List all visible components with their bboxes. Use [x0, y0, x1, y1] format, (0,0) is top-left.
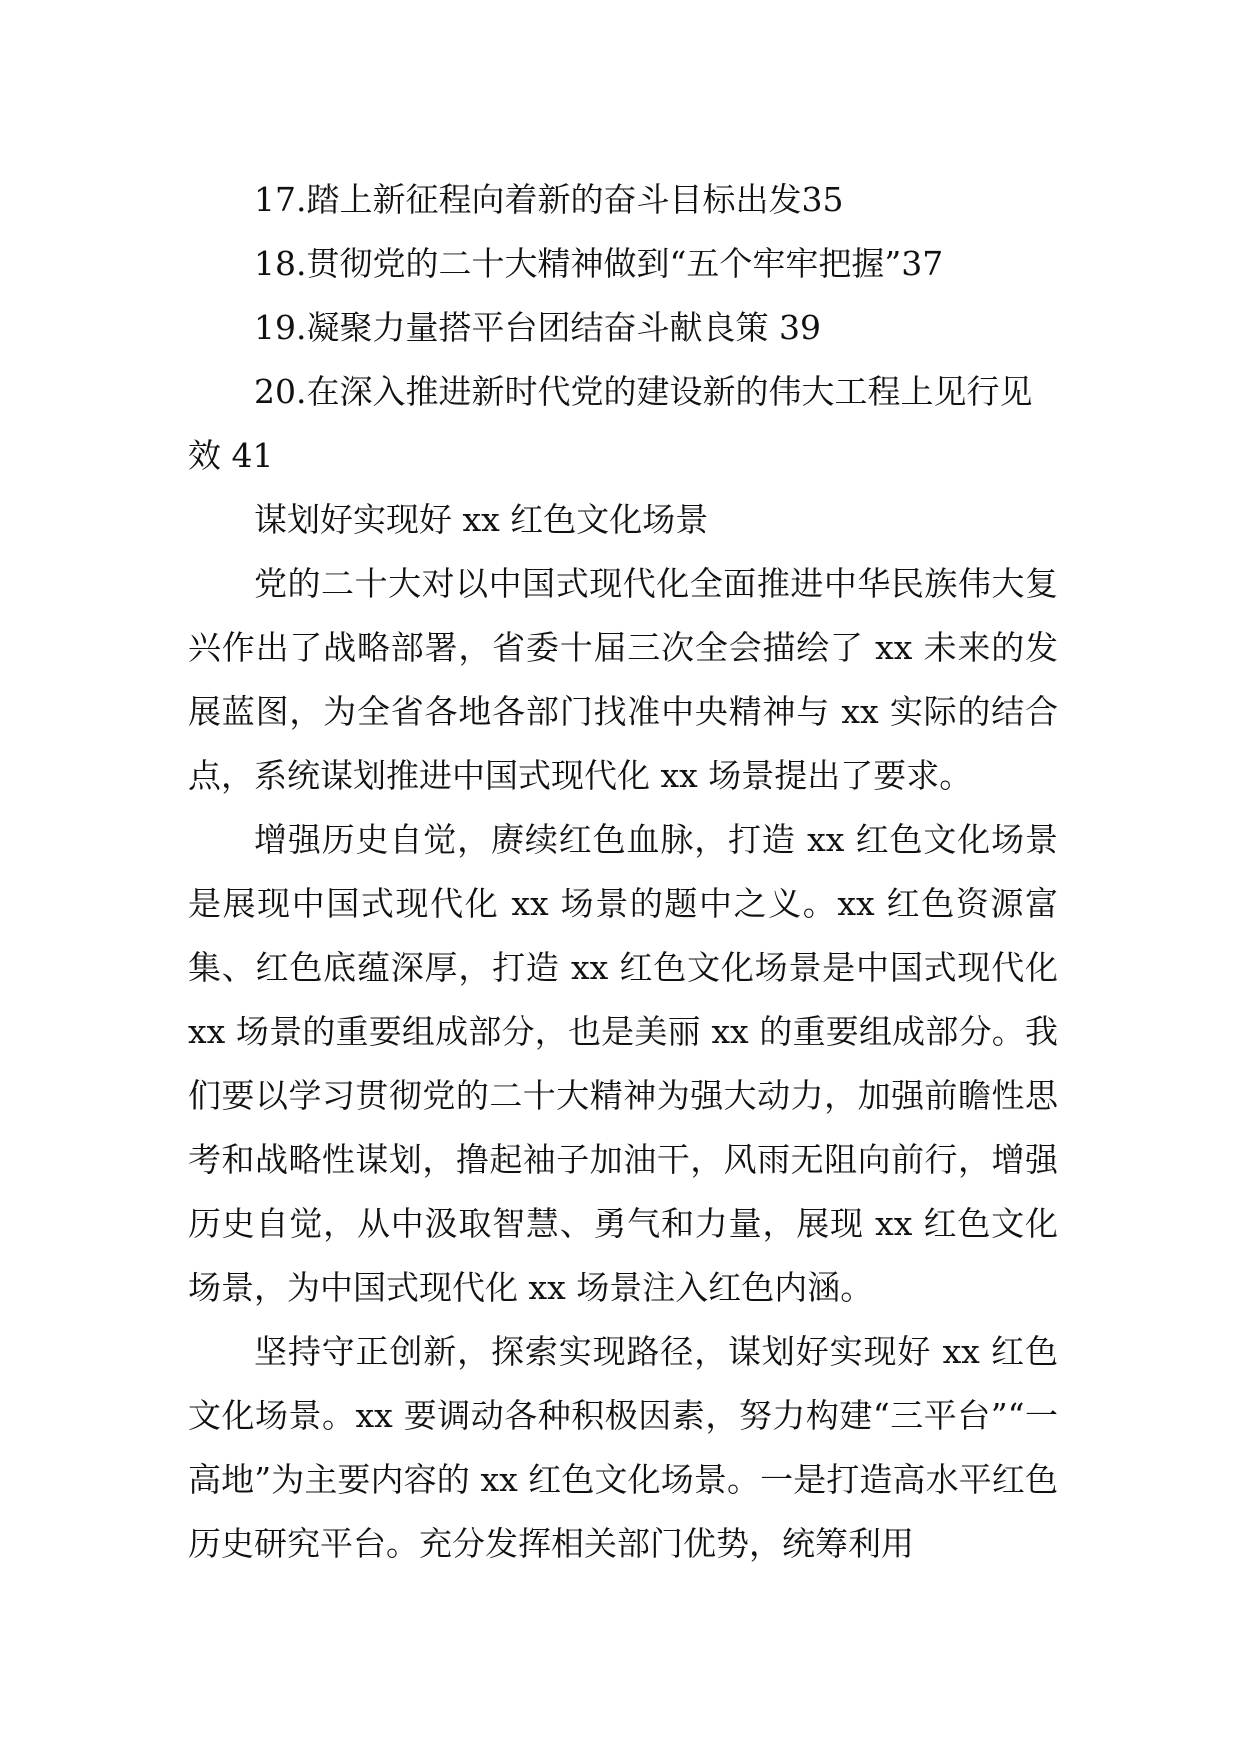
- toc-item-17: 17.踏上新征程向着新的奋斗目标出发35: [254, 180, 844, 219]
- toc-item-20-line1: 20.在深入推进新时代党的建设新的伟大工程上见行见: [254, 372, 1033, 411]
- toc-item-18: 18.贯彻党的二十大精神做到“五个牢牢把握”37: [254, 244, 944, 283]
- toc-item-19: 19.凝聚力量搭平台团结奋斗献良策 39: [254, 308, 821, 347]
- table-of-contents: [188, 168, 1058, 488]
- page-content: [188, 168, 1058, 1576]
- toc-item-20-line2: 效 41: [188, 436, 274, 475]
- article-paragraph-3: 坚持守正创新，探索实现路径，谋划好实现好 xx 红色文化场景。xx 要调动各种积极因素，努力构建“三平台”“一高地”为主要内容的 xx 红色文化场景。一是打造高水平红色历史研究平台。充分发挥相关部门优势，统筹利用: [188, 1332, 1058, 1563]
- article-paragraph-1: 党的二十大对以中国式现代化全面推进中华民族伟大复兴作出了战略部署，省委十届三次全会描绘了 xx 未来的发展蓝图，为全省各地各部门找准中央精神与 xx 实际的结合点，系统谋划推进中国式现代化 xx 场景提出了要求。: [188, 564, 1058, 795]
- article-paragraph-2: 增强历史自觉，赓续红色血脉，打造 xx 红色文化场景是展现中国式现代化 xx 场景的题中之义。xx 红色资源富集、红色底蕴深厚，打造 xx 红色文化场景是中国式现代化 xx 场景的重要组成部分，也是美丽 xx 的重要组成部分。我们要以学习贯彻党的二十大精神为强大动力，加强前瞻性思考和战略性谋划，撸起袖子加油干，风雨无阻向前行，增强历史自觉，从中汲取智慧、勇气和力量，展现 xx 红色文化场景，为中国式现代化 xx 场景注入红色内涵。: [188, 820, 1058, 1307]
- article-title: 谋划好实现好 xx 红色文化场景: [254, 500, 709, 539]
